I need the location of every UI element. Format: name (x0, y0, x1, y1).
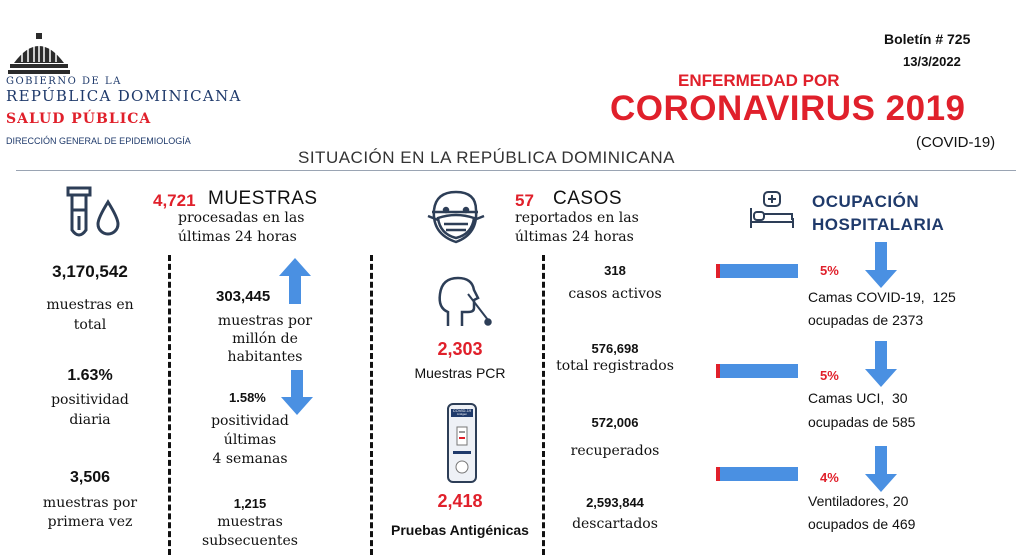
daily-positivity-label2: diaria (69, 412, 111, 428)
recovered-label: recuperados (570, 443, 660, 459)
occupancy-pct-ventilators: 4% (820, 470, 839, 485)
ministry-name: SALUD PÚBLICA (6, 111, 152, 127)
logo-dome-icon (8, 33, 70, 75)
title-big: CORONAVIRUS 2019 (610, 89, 966, 128)
title-paren: (COVID-19) (916, 134, 996, 151)
occupancy-bar-icu (716, 364, 798, 378)
active-cases-value: 318 (604, 263, 626, 278)
discarded-value: 2,593,844 (586, 495, 644, 510)
subsequent-label1: muestras (217, 514, 283, 530)
gov-line2: REPÚBLICA DOMINICANA (6, 87, 242, 105)
recovered-value: 572,006 (591, 415, 639, 430)
direction-name: DIRECCIÓN GENERAL DE EPIDEMIOLOGÍA (6, 136, 191, 146)
total-cases-value: 576,698 (591, 341, 639, 356)
pcr-swab-icon (430, 272, 492, 330)
hospital-bed-icon (748, 190, 796, 230)
header-divider (16, 170, 1016, 171)
occupancy-bar-ventilators (716, 467, 798, 481)
divider-1 (168, 255, 171, 555)
per-million-value: 303,445 (216, 288, 271, 305)
masked-face-icon (424, 188, 486, 246)
covid-beds-line1: Camas COVID-19, 125 (808, 289, 956, 305)
arrow-down-icon (865, 242, 897, 288)
arrow-down-icon (865, 341, 897, 387)
divider-2 (370, 255, 373, 555)
hospital-title2: HOSPITALARIA (812, 215, 945, 234)
total-cases-label: total registrados (556, 358, 674, 374)
active-cases-label: casos activos (568, 286, 662, 302)
samples-total-value: 3,170,542 (52, 262, 128, 281)
situation-heading: SITUACIÓN EN LA REPÚBLICA DOMINICANA (298, 148, 675, 167)
pcr-label: Muestras PCR (414, 365, 506, 381)
cases-subtitle1: reportados en las (515, 210, 639, 226)
gov-line1: GOBIERNO DE LA (6, 76, 122, 87)
pos4w-label2: últimas (223, 432, 277, 448)
discarded-label: descartados (572, 516, 658, 532)
pos4w-label3: 4 semanas (212, 451, 288, 467)
subsequent-value: 1,215 (233, 496, 267, 511)
daily-positivity-label1: positividad (51, 392, 129, 408)
per-million-label2: millón de (232, 331, 298, 347)
antigen-value: 2,418 (437, 491, 483, 511)
arrow-down-icon (281, 370, 313, 415)
title-small: ENFERMEDAD POR (678, 71, 840, 90)
samples-title: MUESTRAS (208, 188, 318, 209)
cases-title: CASOS (553, 188, 623, 209)
per-million-label3: habitantes (227, 349, 303, 365)
icu-beds-line1: Camas UCI, 30 (808, 390, 908, 406)
test-tube-drop-icon (64, 186, 126, 242)
arrow-down-icon (865, 446, 897, 492)
pos4w-label1: positividad (211, 413, 289, 429)
samples-subtitle2: últimas 24 horas (178, 229, 297, 245)
first-time-label2: primera vez (47, 514, 133, 530)
cases-subtitle2: últimas 24 horas (515, 229, 634, 245)
antigen-kit-label1: COVID-19 (452, 408, 472, 413)
bulletin-date: 13/3/2022 (903, 54, 961, 69)
first-time-value: 3,506 (69, 469, 111, 486)
antigen-kit-label2: Antigen (456, 412, 468, 416)
covid-beds-line2: ocupadas de 2373 (808, 312, 924, 328)
hospital-title1: OCUPACIÓN (812, 192, 920, 211)
cases-count: 57 (515, 191, 534, 210)
occupancy-pct-icu: 5% (820, 368, 839, 383)
per-million-label1: muestras por (217, 313, 313, 329)
ventilators-line1: Ventiladores, 20 (808, 493, 909, 509)
samples-total-label1: muestras en (46, 297, 134, 313)
antigen-kit-icon (447, 403, 477, 483)
samples-total-label2: total (73, 317, 107, 333)
pcr-value: 2,303 (437, 339, 483, 359)
ventilators-line2: ocupados de 469 (808, 516, 916, 532)
occupancy-pct-covid: 5% (820, 263, 839, 278)
icu-beds-line2: ocupadas de 585 (808, 414, 916, 430)
bulletin-number: Boletín # 725 (884, 31, 971, 47)
subsequent-label2: subsecuentes (202, 533, 298, 549)
arrow-up-icon (279, 258, 311, 304)
daily-positivity-value: 1.63% (67, 367, 113, 384)
samples-count: 4,721 (153, 191, 196, 210)
occupancy-bar-covid (716, 264, 798, 278)
pos4w-value: 1.58% (229, 390, 266, 405)
samples-subtitle1: procesadas en las (178, 210, 305, 226)
first-time-label1: muestras por (42, 495, 138, 511)
antigen-label: Pruebas Antigénicas (391, 522, 529, 538)
